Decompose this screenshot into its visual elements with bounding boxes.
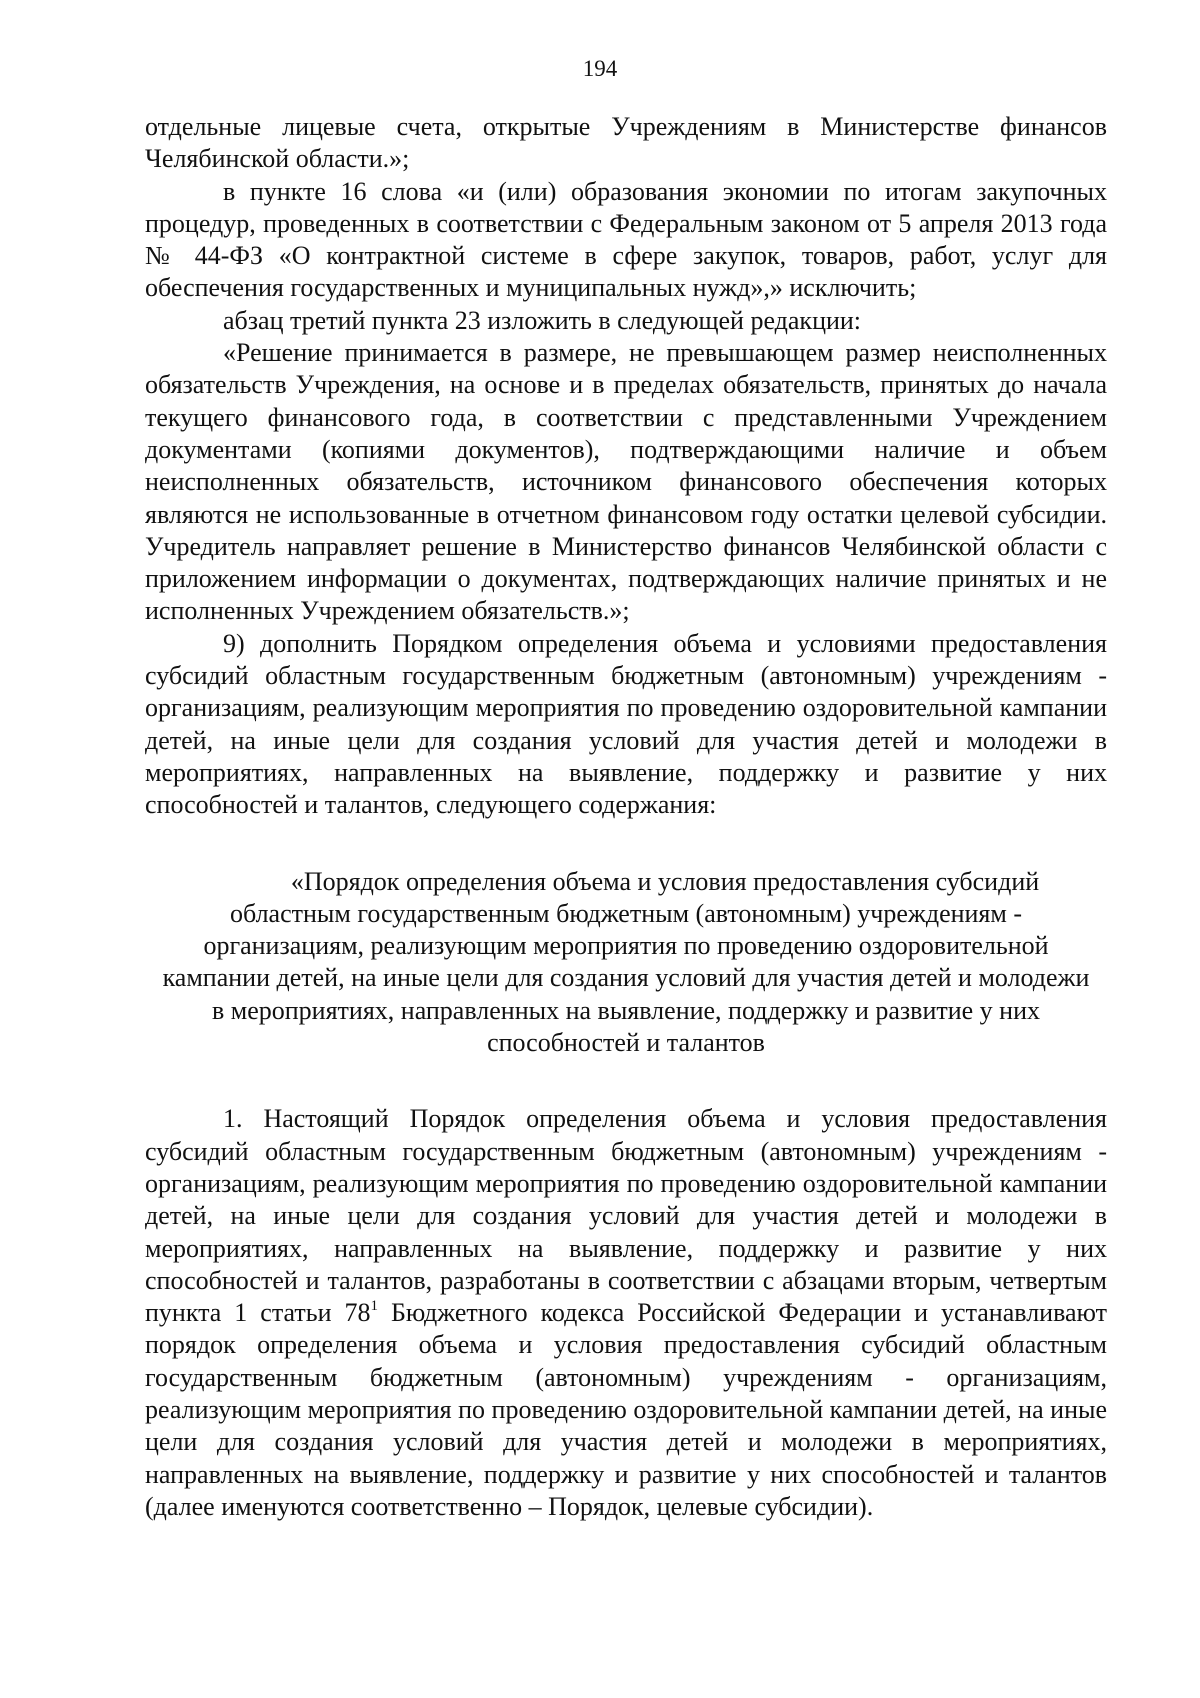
- section-heading: [145, 866, 1107, 1060]
- section-heading-text: «Порядок определения объема и условия предоставления субсидий областным государственным бюджетным (автономным) учреждениям - организациям, реализующим мероприятия по проведению оздоровительной кампании детей, на иные цели для создания условий для участия детей и молодежи в мероприятиях, направленных на выявление, поддержку и развитие у них способностей и талантов: [162, 866, 1090, 1058]
- paragraph-amendment-clause-16: в пункте 16 слова «и (или) образования экономии по итогам закупочных процедур, проведенных в соответствии с Федеральным законом от 5 апреля 2013 года № 44-ФЗ «О контрактной системе в сфере закупок, товаров, работ, услуг для обеспечения государственных и муниципальных нужд»,» исключить;: [145, 176, 1107, 303]
- clause-1-text-start: 1. Настоящий Порядок определения объема и условия предоставления субсидий областным государственным бюджетным (автономным) учреждениям - организациям, реализующим мероприятия по проведению оздоровительной кампании детей, на иные цели для создания условий для участия детей и молодежи в мероприятиях, направленных на выявление, поддержку и развитие у них способностей и талантов, разработаны в соответствии с абзацами вторым, четвертым пункта 1 статьи 78: [145, 1104, 1107, 1328]
- article-superscript: 1: [370, 1298, 378, 1315]
- paragraph-new-wording: «Решение принимается в размере, не превышающем размер неисполненных обязательств Учреждения, на основе и в пределах обязательств, принятых до начала текущего финансового года, в соответствии с представленными Учреждением документами (копиями документов), подтверждающими наличие и объем неисполненных обязательств, источником финансового обеспечения которых являются не использованные в отчетном финансовом году остатки целевой субсидии. Учредитель направляет решение в Министерство финансов Челябинской области с приложением информации о документах, подтверждающих наличие принятых и не исполненных Учреждением обязательств.»;: [145, 338, 1107, 626]
- clause-1-text-end: Бюджетного кодекса Российской Федерации и устанавливают порядок определения объема и условия предоставления субсидий областным государственным бюджетным (автономным) учреждениям - организациям, реализующим мероприятия по проведению оздоровительной кампании детей, на иные цели для создания условий для участия детей и молодежи в мероприятиях, направленных на выявление, поддержку и развитие у них способностей и талантов (далее именуются соответственно – Порядок, целевые субсидии).: [145, 1298, 1107, 1521]
- paragraph-amendment-clause-23: абзац третий пункта 23 изложить в следующей редакции:: [223, 305, 862, 335]
- paragraph-item-9: 9) дополнить Порядком определения объема и условиями предоставления субсидий областным государственным бюджетным (автономным) учреждениям - организациям, реализующим мероприятия по проведению оздоровительной кампании детей, на иные цели для создания условий для участия детей и молодежи в мероприятиях, направленных на выявление, поддержку и развитие у них способностей и талантов, следующего содержания:: [145, 628, 1107, 820]
- paragraph-continuation: отдельные лицевые счета, открытые Учреждениям в Министерстве финансов Челябинской области.»;: [145, 112, 1107, 174]
- paragraph-clause-1: [145, 1103, 1107, 1523]
- document-body: [145, 111, 1107, 1523]
- page-number: 194: [582, 56, 618, 81]
